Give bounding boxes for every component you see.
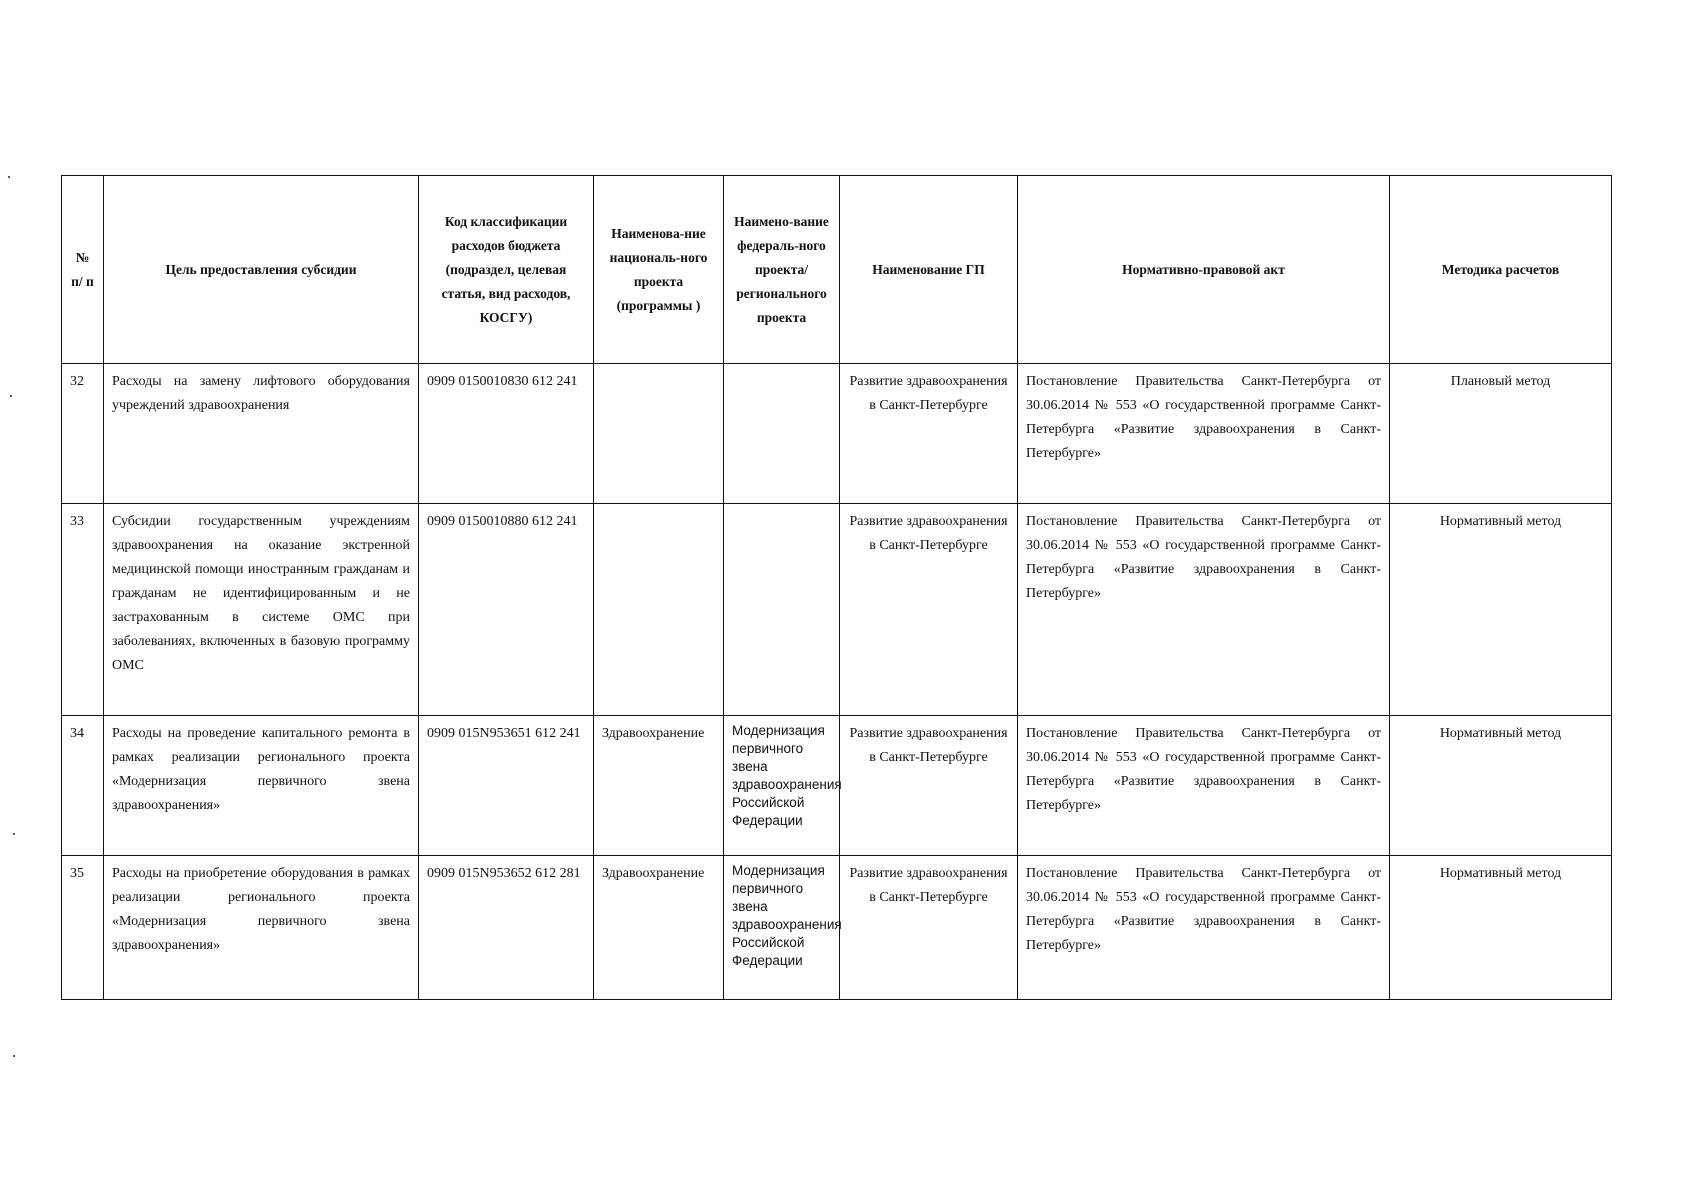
national-project: Здравоохранение: [594, 856, 724, 1000]
header-subsidy-goal: Цель предоставления субсидии: [104, 176, 419, 364]
calculation-method: Плановый метод: [1390, 364, 1612, 504]
legal-act: Постановление Правительства Санкт-Петербурга от 30.06.2014 № 553 «О государственной программе Санкт-Петербурга «Развитие здравоохранения в Санкт-Петербурге»: [1018, 504, 1390, 716]
federal-project: [724, 504, 840, 716]
budget-code: 0909 015N953651 612 241: [419, 716, 594, 856]
federal-project: Модернизация первичного звена здравоохранения Российской Федерации: [724, 716, 840, 856]
scan-speck: [13, 1055, 15, 1057]
scan-speck: [8, 176, 10, 178]
row-number: 34: [62, 716, 104, 856]
federal-project: Модернизация первичного звена здравоохранения Российской Федерации: [724, 856, 840, 1000]
header-federal-project: Наимено-вание федераль-ного проекта/ регионального проекта: [724, 176, 840, 364]
state-program: Развитие здравоохранения в Санкт-Петербурге: [840, 364, 1018, 504]
federal-project: [724, 364, 840, 504]
subsidy-goal: Расходы на замену лифтового оборудования учреждений здравоохранения: [104, 364, 419, 504]
budget-code: 0909 0150010880 612 241: [419, 504, 594, 716]
national-project: [594, 364, 724, 504]
state-program: Развитие здравоохранения в Санкт-Петербурге: [840, 504, 1018, 716]
table-row: [62, 364, 1612, 504]
table-row: [62, 716, 1612, 856]
legal-act: Постановление Правительства Санкт-Петербурга от 30.06.2014 № 553 «О государственной программе Санкт-Петербурга «Развитие здравоохранения в Санкт-Петербурге»: [1018, 716, 1390, 856]
state-program: Развитие здравоохранения в Санкт-Петербурге: [840, 856, 1018, 1000]
budget-code: 0909 0150010830 612 241: [419, 364, 594, 504]
row-number: 33: [62, 504, 104, 716]
header-row: [62, 176, 1612, 364]
subsidy-goal: Расходы на проведение капитального ремонта в рамках реализации регионального проекта «Модернизация первичного звена здравоохранения»: [104, 716, 419, 856]
legal-act: Постановление Правительства Санкт-Петербурга от 30.06.2014 № 553 «О государственной программе Санкт-Петербурга «Развитие здравоохранения в Санкт-Петербурге»: [1018, 856, 1390, 1000]
legal-act: Постановление Правительства Санкт-Петербурга от 30.06.2014 № 553 «О государственной программе Санкт-Петербурга «Развитие здравоохранения в Санкт-Петербурге»: [1018, 364, 1390, 504]
header-legal-act: Нормативно-правовой акт: [1018, 176, 1390, 364]
row-number: 35: [62, 856, 104, 1000]
header-number: № п/ п: [62, 176, 104, 364]
subsidy-goal: Расходы на приобретение оборудования в рамках реализации регионального проекта «Модернизация первичного звена здравоохранения»: [104, 856, 419, 1000]
table-row: [62, 856, 1612, 1000]
calculation-method: Нормативный метод: [1390, 716, 1612, 856]
scan-speck: [13, 833, 15, 835]
calculation-method: Нормативный метод: [1390, 504, 1612, 716]
header-budget-code: Код классификации расходов бюджета (подраздел, целевая статья, вид расходов, КОСГУ): [419, 176, 594, 364]
header-national-project: Наименова-ние националь-ного проекта (программы ): [594, 176, 724, 364]
subsidy-goal: Субсидии государственным учреждениям здравоохранения на оказание экстренной медицинской помощи иностранным гражданам и гражданам не идентифицированным и не застрахованным в системе ОМС при заболеваниях, включенных в базовую программу ОМС: [104, 504, 419, 716]
header-state-program: Наименование ГП: [840, 176, 1018, 364]
budget-code: 0909 015N953652 612 281: [419, 856, 594, 1000]
table-row: [62, 504, 1612, 716]
subsidies-table: [61, 175, 1612, 1000]
national-project: Здравоохранение: [594, 716, 724, 856]
national-project: [594, 504, 724, 716]
header-calculation-method: Методика расчетов: [1390, 176, 1612, 364]
scan-speck: [10, 395, 12, 397]
calculation-method: Нормативный метод: [1390, 856, 1612, 1000]
state-program: Развитие здравоохранения в Санкт-Петербурге: [840, 716, 1018, 856]
row-number: 32: [62, 364, 104, 504]
